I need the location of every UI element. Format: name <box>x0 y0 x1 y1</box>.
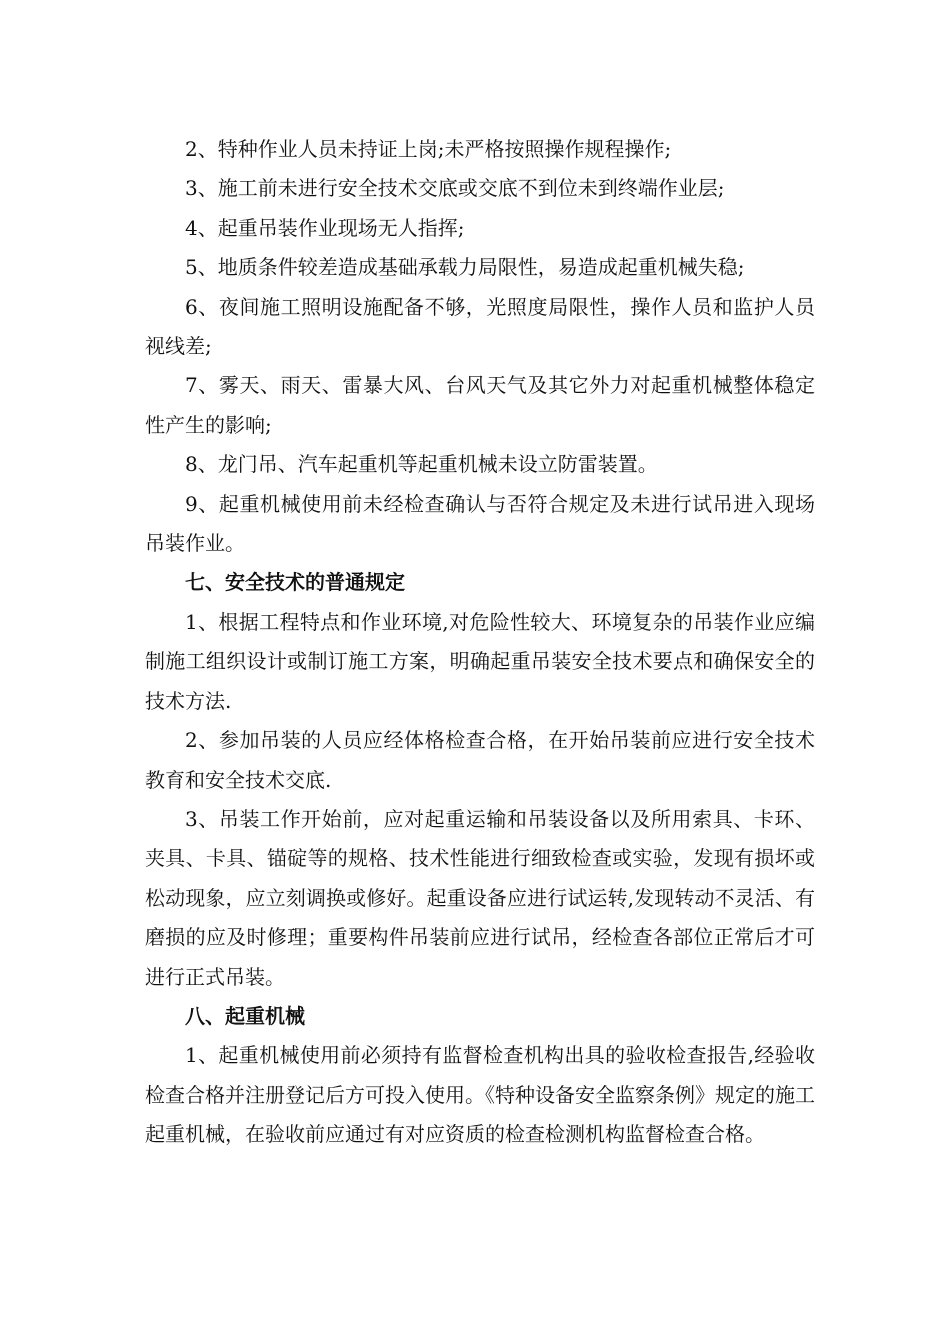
list-item-4: 4、起重吊装作业现场无人指挥; <box>185 215 465 240</box>
section7-item-1: 1、根据工程特点和作业环境,对危险性较大、环境复杂的吊装作业应编制施工组织设计或制订施工方案，明确起重吊装安全技术要点和确保安全的技术方法. <box>145 609 815 713</box>
list-item-2: 2、特种作业人员未持证上岗;未严格按照操作规程操作; <box>185 137 672 161</box>
list-item-6: 6、夜间施工照明设施配备不够，光照度局限性，操作人员和监护人员视线差; <box>145 294 815 359</box>
list-item-7: 7、雾天、雨天、雷暴大风、台风天气及其它外力对起重机械整体稳定性产生的影响; <box>145 373 815 437</box>
list-item-9: 9、起重机械使用前未经检查确认与否符合规定及未进行试吊进入现场吊装作业。 <box>145 491 815 556</box>
section7-item-2: 2、参加吊装的人员应经体格检查合格，在开始吊装前应进行安全技术教育和安全技术交底. <box>145 728 815 792</box>
section-heading-7: 七、安全技术的普通规定 <box>185 570 405 595</box>
list-item-3: 3、施工前未进行安全技术交底或交底不到位未到终端作业层; <box>185 176 725 201</box>
section-heading-8: 八、起重机械 <box>185 1003 305 1028</box>
list-item-5: 5、地质条件较差造成基础承载力局限性，易造成起重机械失稳; <box>185 255 745 280</box>
document-body <box>145 130 815 1155</box>
section8-item-1: 1、起重机械使用前必须持有监督检查机构出具的验收检查报告,经验收检查合格并注册登记后方可投入使用。《特种设备安全监察条例》规定的施工起重机械，在验收前应通过有对应资质的检查检测机构监督检查合格。 <box>145 1043 815 1147</box>
list-item-8: 8、龙门吊、汽车起重机等起重机械未设立防雷装置。 <box>185 452 658 477</box>
section7-item-3: 3、吊装工作开始前，应对起重运输和吊装设备以及所用索具、卡环、夹具、卡具、锚碇等的规格、技术性能进行细致检查或实验，发现有损坏或松动现象，应立刻调换或修好。起重设备应进行试运转,发现转动不灵活、有磨损的应及时修理；重要构件吊装前应进行试吊，经检查各部位正常后才可进行正式吊装。 <box>145 806 815 989</box>
